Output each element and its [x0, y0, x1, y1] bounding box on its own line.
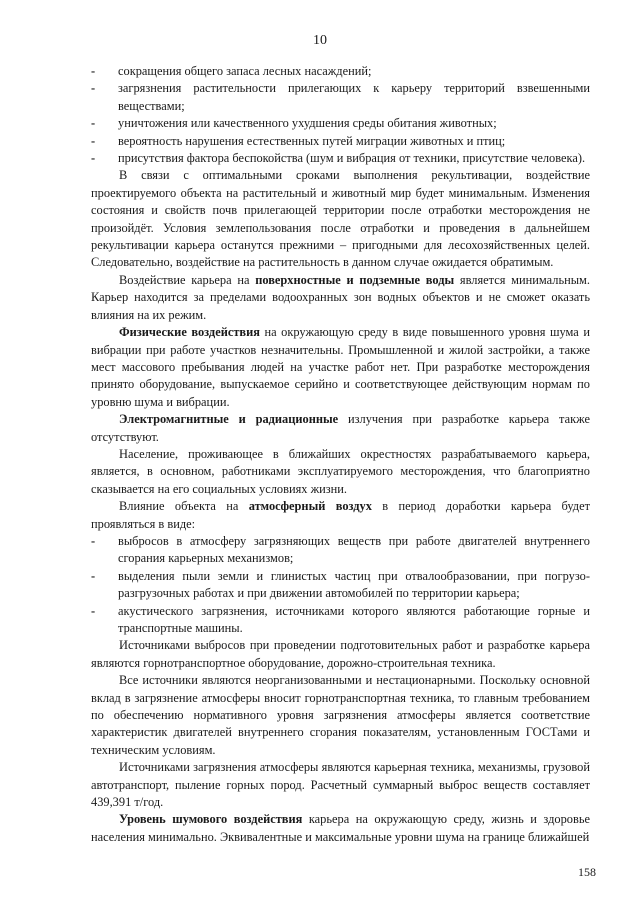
paragraph-emission-sources: Источниками выбросов при проведении подготовительных работ и разработке карьера являются горнотранспортное оборудование, дорожно-строительная техника.	[91, 638, 590, 670]
list-item-text: вероятность нарушения естественных путей миграции животных и птиц;	[118, 133, 506, 148]
list-item-text: выбросов в атмосферу загрязняющих веществ при работе двигателей внутреннего сгорания карьерных механизмов;	[118, 533, 590, 566]
bullet-dash	[91, 533, 95, 550]
paragraph-air	[91, 498, 590, 533]
bullet-dash	[91, 80, 95, 97]
list-item	[91, 603, 590, 638]
paragraph-water	[91, 272, 590, 324]
list-item	[91, 533, 590, 568]
page-number-top: 10	[313, 33, 327, 48]
list-item	[91, 133, 590, 150]
paragraph-text: в период доработки карьера будет проявляться в виде:	[91, 499, 591, 531]
bullet-dash	[91, 63, 95, 80]
paragraph-text: на окружающую среду в виде повышенного уровня шума и вибрации при работе участков незначительны. Промышленной и жилой застройки, а также мест массового пребывания людей на участке работ нет. При разработке месторождения принято оборудование, выпускаемое серийно и соответствующее действующим нормам по уровню шума и вибрации.	[91, 325, 590, 409]
list-item-text: акустического загрязнения, источниками которого являются работающие горные и транспортные машины.	[118, 603, 590, 635]
bullet-dash	[91, 133, 95, 150]
paragraph-physical	[91, 324, 590, 411]
list-item	[91, 568, 590, 603]
bullet-dash	[91, 568, 95, 585]
emphasis-air: атмосферный воздух	[248, 499, 372, 514]
emphasis-water: поверхностные и подземные воды	[255, 272, 455, 287]
paragraph-text: карьера на окружающую среду, жизнь и здоровье населения минимально. Эквивалентные и максимальные уровни шума на границе ближайшей	[91, 812, 590, 844]
list-item-text: сокращения общего запаса лесных насаждений;	[118, 64, 372, 78]
paragraph-flora-fauna: В связи с оптимальными сроками выполнения рекультивации, воздействие проектируемого объекта на растительный и животный мир будет минимальным. Изменения состояния и свойств почв прилегающей территории после отработки месторождения не произойдёт. Условия землепользования после отработки и проведения в дальнейшем рекультивации карьера останутся прежними – пригодными для лесохозяйственных целей. Следовательно, воздействие на растительность в данном случае ожидается обратимым.	[91, 168, 590, 270]
paragraph-radiation	[91, 411, 590, 446]
paragraph-text: Влияние объекта на	[119, 499, 249, 514]
bullet-dash	[91, 115, 95, 132]
list-item-text: выделения пыли земли и глинистых частиц при отвалообразовании, при погрузо-разгрузочных работах и при движении автомобилей по территории карьера;	[118, 568, 590, 601]
paragraph-unorganized-sources: Все источники являются неорганизованными и нестационарными. Поскольку основной вклад в загрязнение атмосферы вносит горнотранспортная техника, то главным требованием по обеспечению нормативного уровня загрязнения атмосферы является соответствие характеристик двигателей внутреннего сгорания показателям, установленным ГОСТами и техническим условиям.	[91, 673, 590, 757]
list-item-text: загрязнения растительности прилегающих к карьеру территорий взвешенными веществами;	[118, 81, 590, 113]
paragraph-noise	[91, 811, 590, 846]
bullet-dash	[91, 603, 95, 620]
list-item-text: уничтожения или качественного ухудшения среды обитания животных;	[118, 116, 497, 131]
paragraph-text: излучения при разработке карьера также отсутствуют.	[91, 412, 590, 444]
emphasis-physical: Физические воздействия	[119, 325, 260, 340]
list-item	[91, 80, 590, 115]
list-item	[91, 63, 590, 80]
paragraph-text: является минимальным. Карьер находится за пределами водоохранных зон водных объектов и не сможет оказать влияния на их режим.	[91, 272, 590, 322]
emphasis-noise: Уровень шумового воздействия	[119, 812, 303, 827]
emphasis-radiation: Электромагнитные и радиационные	[119, 412, 339, 427]
page-number-bottom: 158	[578, 865, 596, 879]
document-body	[91, 63, 590, 846]
bullet-dash	[91, 150, 95, 167]
paragraph-population: Население, проживающее в ближайших окрестностях разрабатываемого карьера, является, в основном, работниками эксплуатируемого месторождения, что благоприятно сказывается на его социальных условиях жизни.	[91, 446, 590, 496]
list-item-text: присутствия фактора беспокойства (шум и вибрация от техники, присутствие человека).	[118, 151, 586, 166]
paragraph-pollution-sources: Источниками загрязнения атмосферы являются карьерная техника, механизмы, грузовой автотранспорт, пыление горных пород. Расчетный суммарный выброс веществ составляет 439,391 т/год.	[91, 760, 590, 810]
list-item	[91, 150, 590, 167]
list-item	[91, 115, 590, 132]
paragraph-text: Воздействие карьера на	[119, 272, 256, 287]
